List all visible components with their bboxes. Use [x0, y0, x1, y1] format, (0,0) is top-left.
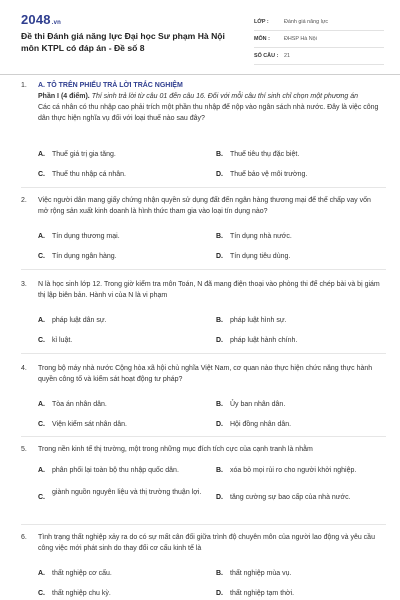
option-c[interactable]: C. kỉ luật.	[38, 337, 73, 344]
exam-header	[0, 0, 400, 72]
question-text: Việc người dân mang giấy chứng nhận quyền sử dụng đất đến ngân hàng thương mại để thế chấp vay vốn mở rộng sản xuất kinh doanh là hình thức tham gia vào loại tín dụng nào?	[38, 197, 371, 215]
option-b[interactable]: B. thất nghiệp mùa vụ.	[216, 570, 292, 577]
option-c[interactable]: C. thất nghiệp chu kỳ.	[38, 590, 111, 597]
question-divider	[21, 524, 386, 525]
option-b[interactable]: B. Thuế tiêu thụ đặc biệt.	[216, 151, 300, 158]
option-d[interactable]: D. Thuế bảo vệ môi trường.	[216, 171, 308, 178]
question-number: 4.	[21, 365, 27, 372]
question-number: 6.	[21, 534, 27, 541]
question-text: Các cá nhân có thu nhập cao phải trích một phần thu nhập để nộp vào ngân sách nhà nước. Đây là việc công dân thực hiện nghĩa vụ đối với loại thuế nào sau đây?	[38, 104, 379, 122]
option-a[interactable]: A. thất nghiệp cơ cấu.	[38, 570, 112, 577]
question-text: Tình trạng thất nghiệp xảy ra do có sự mất cân đối giữa trình độ chuyên môn của người lao động và yêu cầu công việc mới phát sinh do thay đổi cơ cấu kinh tế là	[38, 534, 375, 552]
question-text: N là học sinh lớp 12. Trong giờ kiểm tra môn Toán, N đã mang điện thoại vào phòng thi để chép bài và bị giám thị lập biên bản. Hành vi của N là vi phạm	[38, 281, 380, 299]
option-d[interactable]: D. tăng cường sự bao cấp của nhà nước.	[216, 494, 351, 501]
option-c[interactable]: C. Tín dụng ngân hàng.	[38, 253, 117, 260]
site-logo[interactable]: 2048.vn	[21, 12, 62, 27]
question-divider	[21, 436, 386, 437]
option-b[interactable]: B. xóa bỏ mọi rủi ro cho người khởi nghiệp.	[216, 467, 357, 474]
section-heading: A. TÔ TRÊN PHIẾU TRẢ LỜI TRẮC NGHIỆM	[38, 82, 183, 89]
exam-title: Đề thi Đánh giá năng lực Đại học Sư phạm Hà Nội môn KTPL có đáp án - Đề số 8	[21, 31, 225, 53]
meta-row-subject: MÔN : ĐHSP Hà Nội	[254, 31, 384, 48]
option-b[interactable]: B. Ủy ban nhân dân.	[216, 401, 286, 408]
option-a[interactable]: A. phân phối lại toàn bộ thu nhập quốc dân.	[38, 467, 179, 474]
question-text: Trong nền kinh tế thị trường, một trong những mục đích tích cực của cạnh tranh là nhằm	[38, 446, 313, 453]
header-divider	[0, 74, 400, 75]
option-d[interactable]: D. Tín dụng tiêu dùng.	[216, 253, 291, 260]
option-a[interactable]: A. Thuế giá trị gia tăng.	[38, 151, 116, 158]
option-b[interactable]: B. pháp luật hình sự.	[216, 317, 287, 324]
option-d[interactable]: D. Hội đồng nhân dân.	[216, 421, 292, 428]
part-heading: Phần I (4 điểm). Thí sinh trả lời từ câu 01 đến câu 16. Đối với mỗi câu thí sinh chỉ chọn một phương án	[38, 93, 359, 100]
question-divider	[21, 187, 386, 188]
option-c[interactable]: C. Thuế thu nhập cá nhân.	[38, 171, 126, 178]
option-b[interactable]: B. Tín dụng nhà nước.	[216, 233, 292, 240]
option-d[interactable]: D. thất nghiệp tạm thời.	[216, 590, 295, 597]
question-1	[21, 80, 386, 180]
question-number: 2.	[21, 197, 27, 204]
question-text: Trong bộ máy nhà nước Cộng hòa xã hội chủ nghĩa Việt Nam, cơ quan nào thực hiện chức năng thực hành quyền công tố và kiểm sát hoạt động tư pháp?	[38, 365, 373, 383]
option-a[interactable]: A. Tòa án nhân dân.	[38, 401, 107, 408]
question-number: 5.	[21, 446, 27, 453]
exam-meta-table	[254, 14, 384, 65]
option-a[interactable]: A. pháp luật dân sự.	[38, 317, 107, 324]
option-c[interactable]: C. giành nguồn nguyên liệu và thị trường thuận lợi.	[38, 489, 202, 501]
option-c[interactable]: C. Viện kiểm sát nhân dân.	[38, 421, 127, 428]
question-number: 1.	[21, 82, 27, 89]
option-a[interactable]: A. Tín dụng thương mại.	[38, 233, 120, 240]
meta-row-class: LỚP : Đánh giá năng lực	[254, 14, 384, 31]
meta-row-question-count: SỐ CÂU : 21	[254, 48, 384, 65]
question-divider	[21, 269, 386, 270]
question-number: 3.	[21, 281, 27, 288]
question-divider	[21, 353, 386, 354]
option-d[interactable]: D. pháp luật hành chính.	[216, 337, 298, 344]
